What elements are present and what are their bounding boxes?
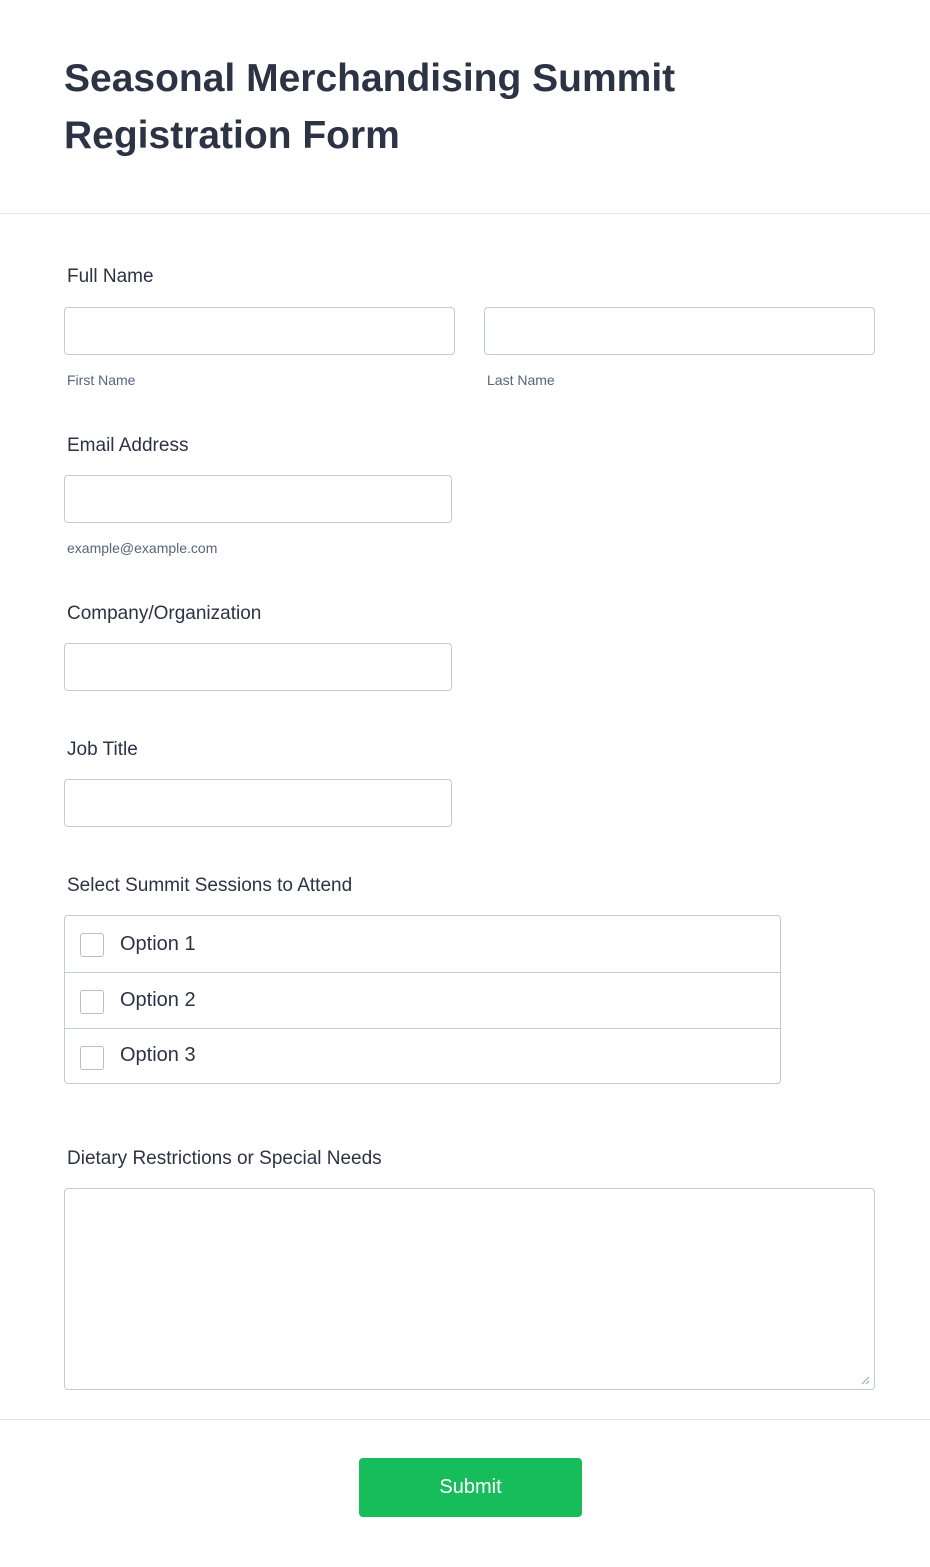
company-input[interactable]: [64, 643, 452, 691]
checkbox[interactable]: [80, 933, 104, 957]
email-label: Email Address: [67, 435, 189, 456]
job-title-label: Job Title: [67, 739, 138, 760]
last-name-sublabel: Last Name: [487, 372, 555, 388]
checkbox[interactable]: [80, 990, 104, 1014]
session-option-1[interactable]: [65, 916, 780, 973]
submit-button[interactable]: Submit: [359, 1458, 582, 1517]
footer-divider: [0, 1419, 930, 1420]
first-name-sublabel: First Name: [67, 372, 136, 388]
full-name-label: Full Name: [67, 266, 154, 287]
dietary-textarea[interactable]: [64, 1188, 875, 1390]
checkbox[interactable]: [80, 1046, 104, 1070]
sessions-checklist: [64, 915, 781, 1084]
dietary-label: Dietary Restrictions or Special Needs: [67, 1148, 382, 1169]
company-label: Company/Organization: [67, 603, 262, 624]
page-title: Seasonal Merchandising Summit Registration Form: [64, 57, 676, 157]
form-header: [0, 0, 930, 214]
session-option-label: Option 2: [120, 989, 196, 1011]
session-option-3[interactable]: [65, 1029, 780, 1083]
session-option-label: Option 3: [120, 1044, 196, 1066]
job-title-input[interactable]: [64, 779, 452, 827]
first-name-input[interactable]: [64, 307, 455, 355]
last-name-input[interactable]: [484, 307, 875, 355]
sessions-label: Select Summit Sessions to Attend: [67, 875, 353, 896]
session-option-label: Option 1: [120, 933, 196, 955]
resize-handle-icon[interactable]: [860, 1375, 870, 1385]
email-input[interactable]: [64, 475, 452, 523]
session-option-2[interactable]: [65, 973, 780, 1029]
email-sublabel: example@example.com: [67, 540, 218, 556]
